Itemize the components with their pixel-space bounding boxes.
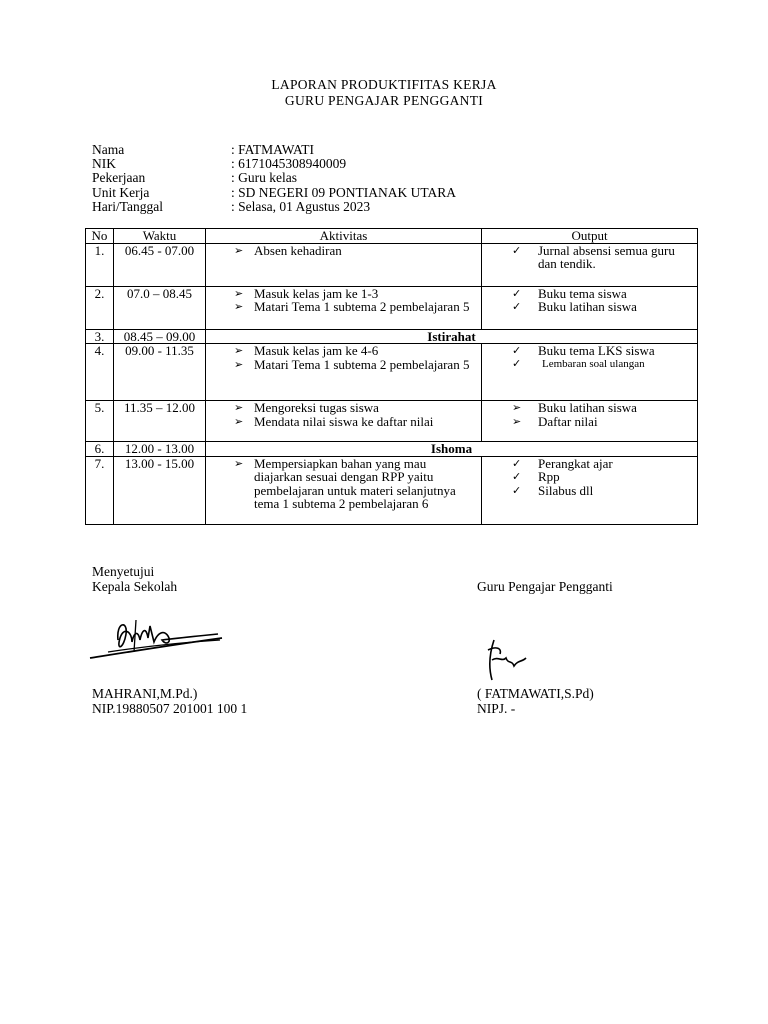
cell-aktivitas	[206, 401, 482, 442]
cell-waktu: 06.45 - 07.00	[114, 243, 206, 286]
cell-no: 2.	[86, 286, 114, 329]
teacher-signature	[480, 636, 540, 684]
table-row	[86, 344, 698, 401]
principal-signature	[88, 612, 228, 664]
cell-waktu: 12.00 - 13.00	[114, 442, 206, 457]
list-item: ➢ Mengoreksi tugas siswa	[234, 401, 477, 415]
principal-name: MAHRANI,M.Pd.)	[92, 686, 198, 701]
approval-label: Menyetujui	[92, 564, 155, 579]
principal-nip: NIP.19880507 201001 100 1	[92, 700, 248, 716]
list-item: ✓ Silabus dll	[512, 484, 693, 498]
list-item: ✓ Buku latihan siswa	[512, 300, 693, 314]
list-item: ✓ Rpp	[512, 470, 693, 484]
teacher-nip: NIPJ. -	[477, 700, 516, 716]
teacher-info	[477, 687, 594, 716]
list-item: ✓ Jurnal absensi semua guru dan tendik.	[512, 244, 693, 271]
info-label: Nama	[92, 142, 125, 157]
cell-no: 4.	[86, 344, 114, 401]
info-label: NIK	[92, 156, 116, 172]
info-value: : 6171045308940009	[231, 156, 347, 172]
cell-aktivitas	[206, 243, 482, 286]
list-item: ✓ Lembaran soal ulangan	[512, 358, 693, 371]
table-row-break	[86, 329, 698, 344]
table-row-break	[86, 442, 698, 457]
list-item: ➢ Mempersiapkan bahan yang mau diajarkan sesuai dengan RPP yaitu pembelajaran untuk materi selanjutnya tema 1 subtema 2 pembelajaran 6	[234, 457, 477, 511]
cell-no: 6.	[86, 442, 114, 457]
list-item: ➢ Masuk kelas jam ke 4-6	[234, 344, 477, 358]
info-label: Hari/Tanggal	[92, 198, 164, 214]
table-row	[86, 456, 698, 524]
identity-block	[92, 143, 456, 214]
list-item: ➢ Absen kehadiran	[234, 244, 477, 258]
cell-output	[482, 401, 698, 442]
cell-no: 3.	[86, 329, 114, 344]
list-item: ➢ Mendata nilai siswa ke daftar nilai	[234, 415, 477, 429]
cell-waktu: 11.35 – 12.00	[114, 401, 206, 442]
principal-info	[92, 687, 247, 716]
list-item: ➢ Matari Tema 1 subtema 2 pembelajaran 5	[234, 358, 477, 372]
header-waktu: Waktu	[114, 229, 206, 244]
cell-waktu: 09.00 - 11.35	[114, 344, 206, 401]
header-output: Output	[482, 229, 698, 244]
cell-waktu: 08.45 – 09.00	[114, 329, 206, 344]
info-row-nik	[92, 157, 456, 171]
info-row-nama	[92, 143, 456, 157]
list-item: ➢ Matari Tema 1 subtema 2 pembelajaran 5	[234, 300, 477, 314]
info-value: : Selasa, 01 Agustus 2023	[231, 198, 371, 214]
table-row	[86, 401, 698, 442]
table-row	[86, 243, 698, 286]
document-title	[0, 77, 768, 109]
teacher-name: ( FATMAWATI,S.Pd)	[477, 686, 594, 701]
cell-output	[482, 286, 698, 329]
info-row-hari-tanggal	[92, 200, 456, 214]
break-label: Ishoma	[206, 442, 698, 457]
cell-output	[482, 243, 698, 286]
list-item: ➢ Buku latihan siswa	[512, 401, 693, 415]
list-item: ✓ Buku tema siswa	[512, 287, 693, 301]
info-value: : SD NEGERI 09 PONTIANAK UTARA	[231, 184, 457, 200]
table-header-row	[86, 229, 698, 244]
break-label: Istirahat	[206, 329, 698, 344]
info-row-pekerjaan	[92, 171, 456, 185]
header-no: No	[86, 229, 114, 244]
title-line-2: GURU PENGAJAR PENGGANTI	[284, 93, 484, 108]
cell-aktivitas	[206, 456, 482, 524]
cell-no: 5.	[86, 401, 114, 442]
list-item: ➢ Daftar nilai	[512, 415, 693, 429]
info-label: Pekerjaan	[92, 170, 146, 186]
cell-waktu: 07.0 – 08.45	[114, 286, 206, 329]
approval-block	[92, 565, 177, 594]
cell-output	[482, 456, 698, 524]
list-item: ✓ Buku tema LKS siswa	[512, 344, 693, 358]
principal-title: Kepala Sekolah	[92, 578, 178, 594]
cell-no: 7.	[86, 456, 114, 524]
cell-waktu: 13.00 - 15.00	[114, 456, 206, 524]
list-item: ✓ Perangkat ajar	[512, 457, 693, 471]
info-label: Unit Kerja	[92, 184, 150, 200]
list-item: ➢ Masuk kelas jam ke 1-3	[234, 287, 477, 301]
header-aktivitas: Aktivitas	[206, 229, 482, 244]
cell-aktivitas	[206, 344, 482, 401]
title-line-1: LAPORAN PRODUKTIFITAS KERJA	[271, 77, 497, 92]
info-value: : Guru kelas	[231, 170, 297, 186]
cell-no: 1.	[86, 243, 114, 286]
teacher-title: Guru Pengajar Pengganti	[477, 579, 613, 594]
table-row	[86, 286, 698, 329]
cell-output	[482, 344, 698, 401]
cell-aktivitas	[206, 286, 482, 329]
info-row-unit-kerja	[92, 186, 456, 200]
activity-table	[85, 228, 698, 525]
info-value: : FATMAWATI	[231, 142, 315, 157]
